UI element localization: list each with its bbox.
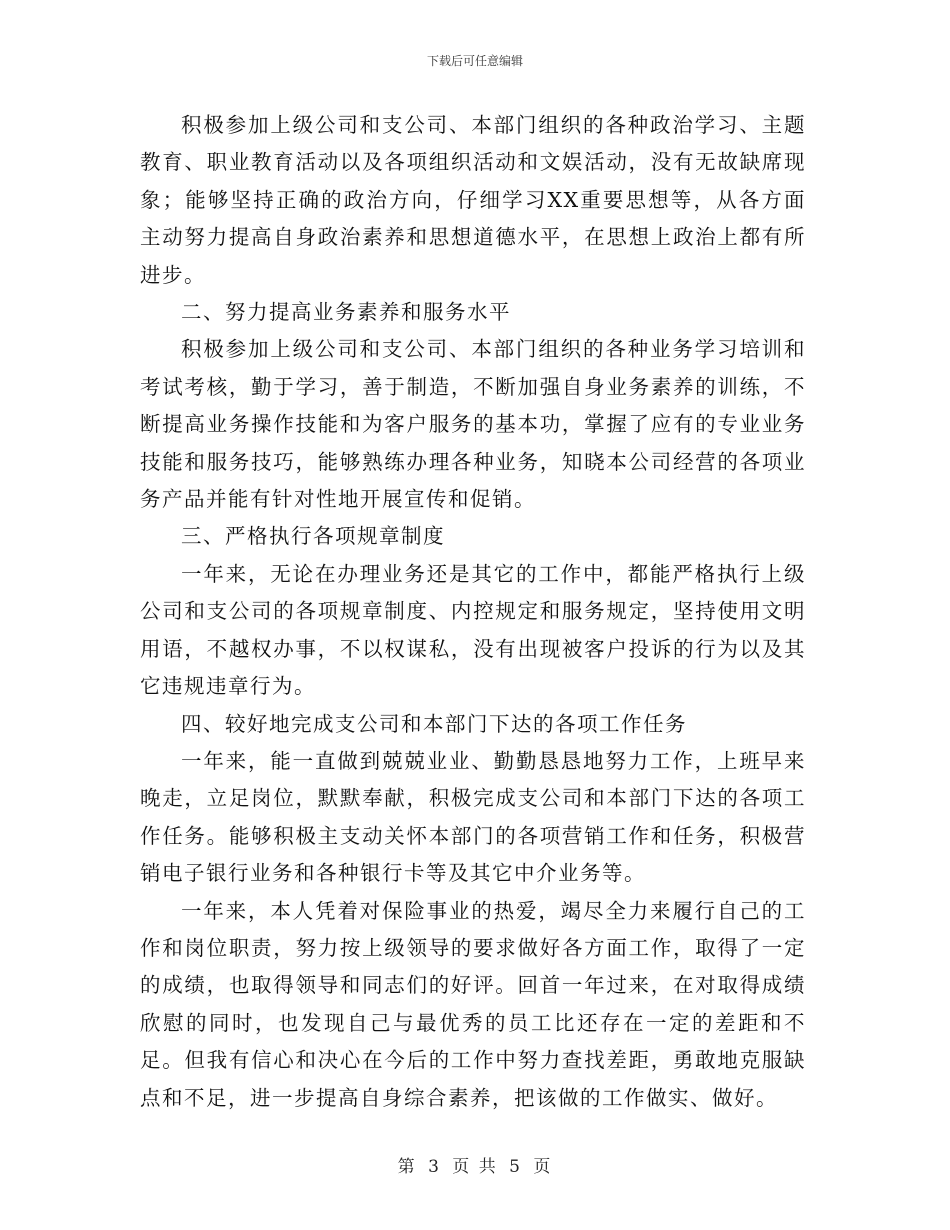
paragraph-task-completion: 一年来，能一直做到兢兢业业、勤勤恳恳地努力工作，上班早来晚走，立足岗位，默默奉献，积极完成支公司和本部门下达的各项工作任务。能够积极主支动关怀本部门的各项营销工作和任务，积极营销电子银行业务和各种银行卡等及其它中介业务等。	[140, 748, 806, 886]
footer-suffix: 页	[533, 1157, 553, 1177]
paragraph-business-training: 积极参加上级公司和支公司、本部门组织的各种业务学习培训和考试考核，勤于学习，善于制造，不断加强自身业务素养的训练，不断提高业务操作技能和为客户服务的基本功，掌握了应有的专业业务技能和服务技巧，能够熟练办理各种业务，知晓本公司经营的各项业务产品并能有针对性地开展宣传和促销。	[140, 337, 806, 512]
paragraph-rules-compliance: 一年来，无论在办理业务还是其它的工作中，都能严格执行上级公司和支公司的各项规章制度、内控规定和服务规定，坚持使用文明用语，不越权办事，不以权谋私，没有出现被客户投诉的行为以及其它违规违章行为。	[140, 561, 806, 699]
footer-total-pages: 5	[509, 1157, 522, 1177]
footer-current-page: 3	[428, 1157, 441, 1177]
footer-middle: 页 共	[452, 1157, 498, 1177]
page-header: 下载后可任意编辑	[426, 54, 523, 68]
footer-prefix: 第	[397, 1157, 417, 1177]
document-body	[140, 107, 806, 1117]
section-heading-tasks: 四、较好地完成支公司和本部门下达的各项工作任务	[181, 711, 687, 736]
section-heading-business: 二、努力提高业务素养和服务水平	[181, 300, 511, 325]
section-heading-rules: 三、严格执行各项规章制度	[181, 524, 445, 549]
page-footer	[0, 1152, 950, 1177]
paragraph-political-study: 积极参加上级公司和支公司、本部门组织的各种政治学习、主题教育、职业教育活动以及各项组织活动和文娱活动，没有无故缺席现象；能够坚持正确的政治方向，仔细学习XX重要思想等，从各方面主动努力提高自身政治素养和思想道德水平，在思想上政治上都有所进步。	[140, 113, 806, 287]
paragraph-summary: 一年来，本人凭着对保险事业的热爱，竭尽全力来履行自己的工作和岗位职责，努力按上级领导的要求做好各方面工作，取得了一定的成绩，也取得领导和同志们的好评。回首一年过来，在对取得成绩欣慰的同时，也发现自己与最优秀的员工比还存在一定的差距和不足。但我有信心和决心在今后的工作中努力查找差距，勇敢地克服缺点和不足，进一步提高自身综合素养，把该做的工作做实、做好。	[140, 898, 806, 1110]
